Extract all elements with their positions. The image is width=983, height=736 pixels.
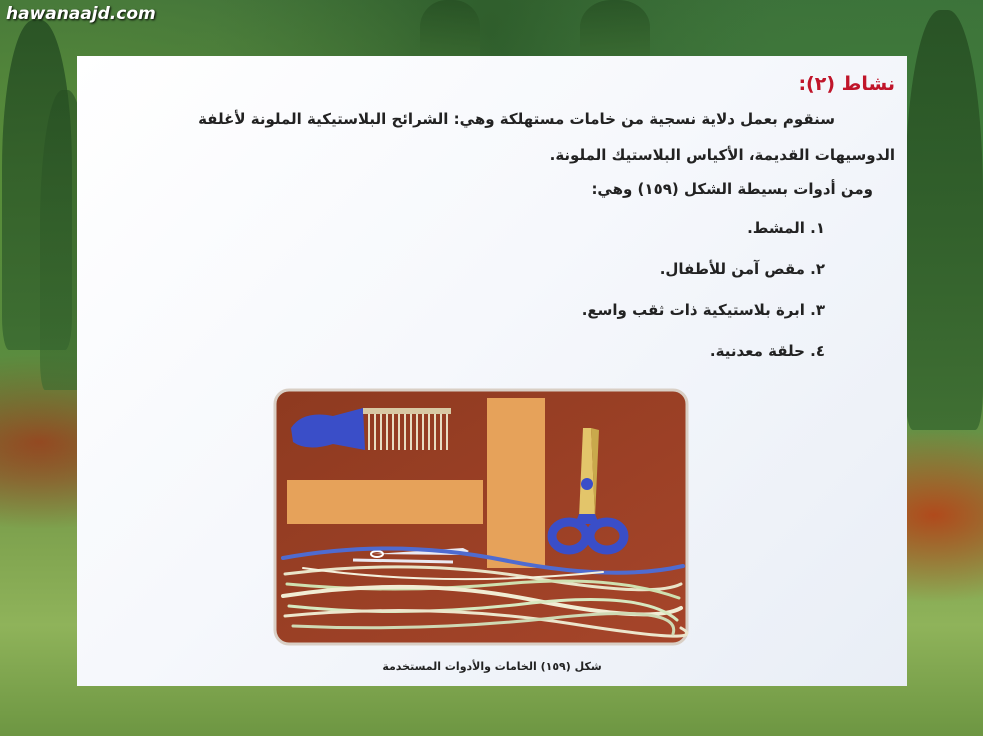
figure-caption: شكل (١٥٩) الخامات والأدوات المستخدمة [382, 660, 602, 673]
background-tree [905, 10, 983, 430]
plastic-strip-horizontal [287, 480, 483, 524]
materials-illustration [273, 388, 689, 646]
content-card [77, 56, 907, 686]
list-item: ١. المشط. [747, 219, 825, 237]
intro-line-1: سنقوم بعمل دلاية نسجية من خامات مستهلكة وهي: الشرائح البلاستيكية الملونة لأغلفة [198, 110, 835, 128]
list-item: ٤. حلقة معدنية. [709, 342, 825, 360]
materials-photo [273, 388, 689, 646]
tools-intro: ومن أدوات بسيطة الشكل (١٥٩) وهي: [591, 180, 873, 198]
list-item: ٢. مقص آمن للأطفال. [659, 260, 825, 278]
background-tree [580, 0, 650, 60]
intro-line-2: الدوسيهات القديمة، الأكياس البلاستيك الملونة. [549, 146, 895, 164]
list-item: ٣. ابرة بلاستيكية ذات ثقب واسع. [581, 301, 825, 319]
plastic-strip-vertical [487, 398, 545, 568]
site-watermark: hawanaajd.com [6, 4, 156, 24]
background-tree [420, 0, 480, 60]
tools-list [89, 208, 895, 372]
activity-title: نشاط (٢): [798, 73, 895, 95]
